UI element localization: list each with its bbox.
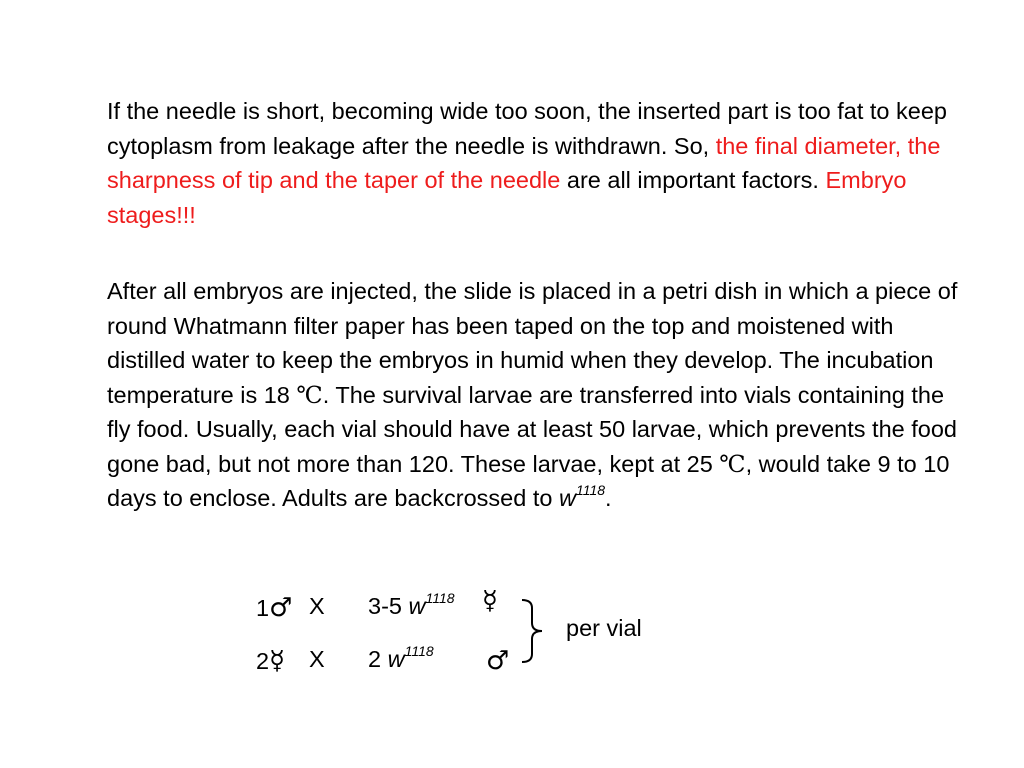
cross2-times: X: [309, 646, 325, 672]
cross1-strain: w: [408, 593, 426, 619]
para2-text-d: .: [605, 485, 612, 511]
male-symbol-icon: ♂: [269, 593, 293, 623]
needle-paragraph: [107, 94, 967, 232]
para1-text-b: are all important factors.: [560, 167, 826, 193]
para2-text-a: After all embryos are injected, the slide is placed in a petri dish in which a piece of round Whatmann filter paper has been taped on the top and moistened with distilled water to keep the embryos in humid when they develop. The incubation temperature is 18: [107, 278, 958, 408]
para1-text-a: If the needle is short, becoming wide too soon, the inserted part is too fat to keep cytoplasm from leakage after the needle is withdrawn. So,: [107, 98, 947, 159]
incubation-paragraph: [107, 274, 967, 516]
cross2-partner-count: 2: [368, 646, 382, 672]
cross1-strain-superscript: 1118: [425, 590, 455, 607]
cross1-count: 1: [256, 595, 270, 621]
cross-line-1: [256, 593, 292, 623]
celsius-symbol: ℃: [719, 449, 746, 478]
cross2-strain: w: [387, 646, 405, 672]
cross1-partner-count: 3-5: [368, 593, 402, 619]
per-vial-label: per vial: [566, 615, 642, 641]
strain-name: w: [558, 485, 576, 511]
para1-highlight-factors: the final diameter, the sharpness of tip and the taper of the needle: [107, 132, 941, 193]
hermaphrodite-symbol-icon: ☿: [482, 586, 498, 616]
male-symbol-icon: ♂: [486, 646, 510, 676]
para2-text-c: , would take 9 to 10 days to enclose. Adults are backcrossed to: [107, 450, 950, 511]
cross1-times: X: [309, 593, 325, 619]
cross1-partner-symbol: [482, 586, 498, 616]
cross2-count: 2: [256, 648, 270, 674]
celsius-symbol: ℃: [296, 380, 323, 409]
para1-highlight-embryo-stages: Embryo stages!!!: [107, 167, 907, 228]
para2-text-b: . The survival larvae are transferred into vials containing the fly food. Usually, each vial should have at least 50 larvae, which prevents the food gone bad, but not more than 120. These larvae, kept at 25: [107, 381, 957, 477]
cross2-strain-superscript: 1118: [404, 643, 434, 660]
strain-superscript: 1118: [575, 482, 606, 499]
hermaphrodite-symbol-icon: ☿: [269, 646, 286, 676]
cross2-partner: [368, 643, 434, 673]
cross1-partner: [368, 590, 455, 620]
cross2-partner-symbol: [486, 646, 509, 676]
right-brace-icon: [518, 598, 558, 664]
cross-line-2: [256, 646, 285, 676]
